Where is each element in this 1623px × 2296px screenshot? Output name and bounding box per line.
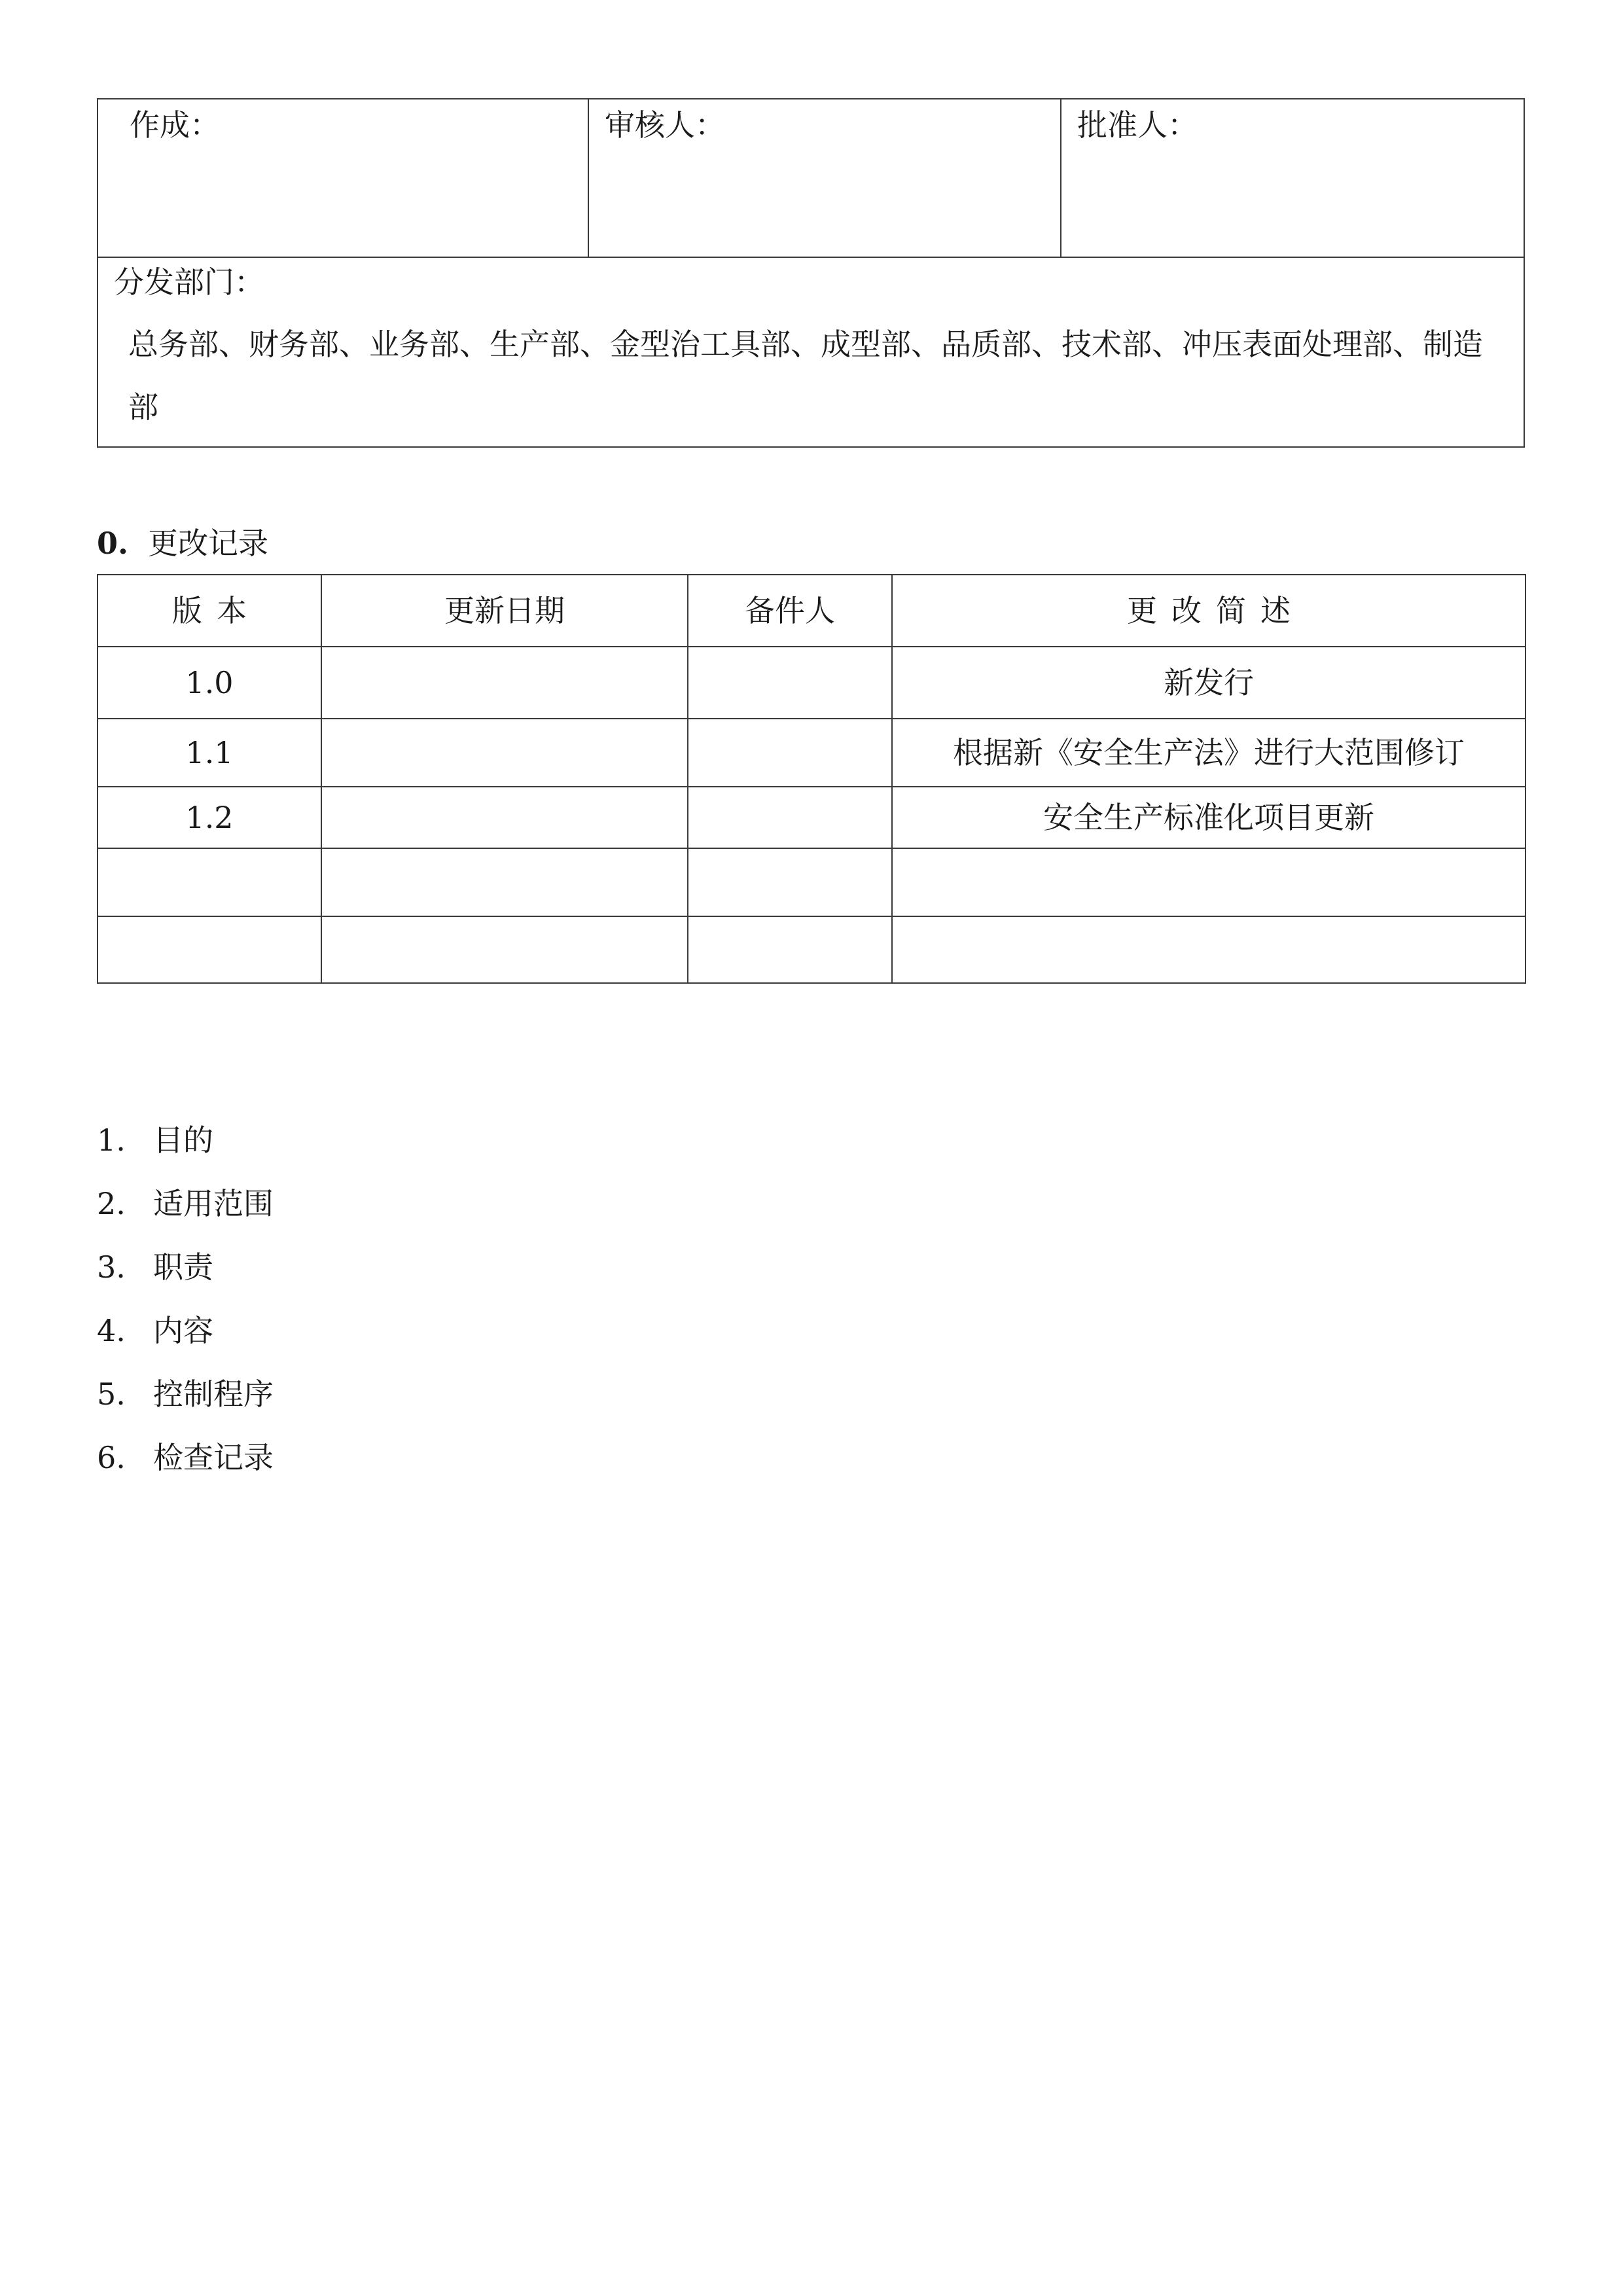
cell-person[interactable] [688, 787, 892, 848]
cell-version[interactable] [98, 848, 321, 916]
author-label: 作成： [130, 107, 220, 143]
revision-table [97, 574, 1526, 984]
toc-item[interactable] [97, 1121, 274, 1184]
table-row [98, 787, 1525, 848]
cell-person[interactable] [688, 916, 892, 983]
toc-title: 目的 [153, 1122, 213, 1158]
toc-title: 职责 [153, 1249, 213, 1285]
toc-title: 适用范围 [153, 1186, 274, 1221]
approver-cell[interactable] [1061, 99, 1524, 257]
cell-version[interactable] [98, 916, 321, 983]
header-summary: 更改简述 [892, 575, 1525, 647]
cell-summary[interactable] [892, 848, 1525, 916]
toc-title: 检查记录 [153, 1440, 274, 1475]
approver-label: 批准人： [1077, 107, 1198, 143]
cell-version[interactable]: 1.0 [98, 647, 321, 719]
table-row [98, 719, 1525, 787]
section-number: 0. [97, 526, 129, 561]
cell-version[interactable]: 1.2 [98, 787, 321, 848]
cell-date[interactable] [321, 848, 688, 916]
author-cell[interactable] [98, 99, 588, 257]
cell-summary[interactable]: 安全生产标准化项目更新 [892, 787, 1525, 848]
reviewer-label: 审核人： [605, 107, 725, 143]
toc-number: 6. [97, 1440, 126, 1475]
toc-number: 4. [97, 1313, 126, 1348]
cell-person[interactable] [688, 647, 892, 719]
table-row [98, 916, 1525, 983]
header-person: 备件人 [688, 575, 892, 647]
section-title: 更改记录 [148, 526, 269, 561]
cell-date[interactable] [321, 916, 688, 983]
cell-summary[interactable]: 根据新《安全生产法》进行大范围修订 [892, 719, 1525, 787]
table-row [98, 647, 1525, 719]
toc-item[interactable] [97, 1374, 274, 1438]
toc-item[interactable] [97, 1247, 274, 1311]
cell-person[interactable] [688, 848, 892, 916]
cell-version[interactable]: 1.1 [98, 719, 321, 787]
cell-person[interactable] [688, 719, 892, 787]
distribution-label: 分发部门： [114, 264, 264, 300]
toc-title: 控制程序 [153, 1376, 274, 1412]
reviewer-cell[interactable] [588, 99, 1061, 257]
header-date: 更新日期 [321, 575, 688, 647]
toc-number: 5. [97, 1376, 126, 1412]
approval-table [97, 98, 1525, 448]
toc-item[interactable] [97, 1184, 274, 1247]
distribution-cell [98, 257, 1524, 447]
distribution-list: 总务部、财务部、业务部、生产部、金型治工具部、成型部、品质部、技术部、冲压表面处理部、制造部 [128, 327, 1483, 425]
table-row [98, 848, 1525, 916]
cell-date[interactable] [321, 719, 688, 787]
table-header-row [98, 575, 1525, 647]
cell-date[interactable] [321, 647, 688, 719]
toc-number: 1. [97, 1122, 126, 1158]
toc-number: 3. [97, 1249, 126, 1285]
change-log-heading [97, 524, 268, 563]
toc-title: 内容 [153, 1313, 213, 1348]
cell-summary[interactable]: 新发行 [892, 647, 1525, 719]
toc-number: 2. [97, 1186, 126, 1221]
toc-item[interactable] [97, 1311, 274, 1374]
toc-item[interactable] [97, 1438, 274, 1501]
cell-summary[interactable] [892, 916, 1525, 983]
table-of-contents [97, 1121, 274, 1501]
cell-date[interactable] [321, 787, 688, 848]
header-version: 版本 [98, 575, 321, 647]
